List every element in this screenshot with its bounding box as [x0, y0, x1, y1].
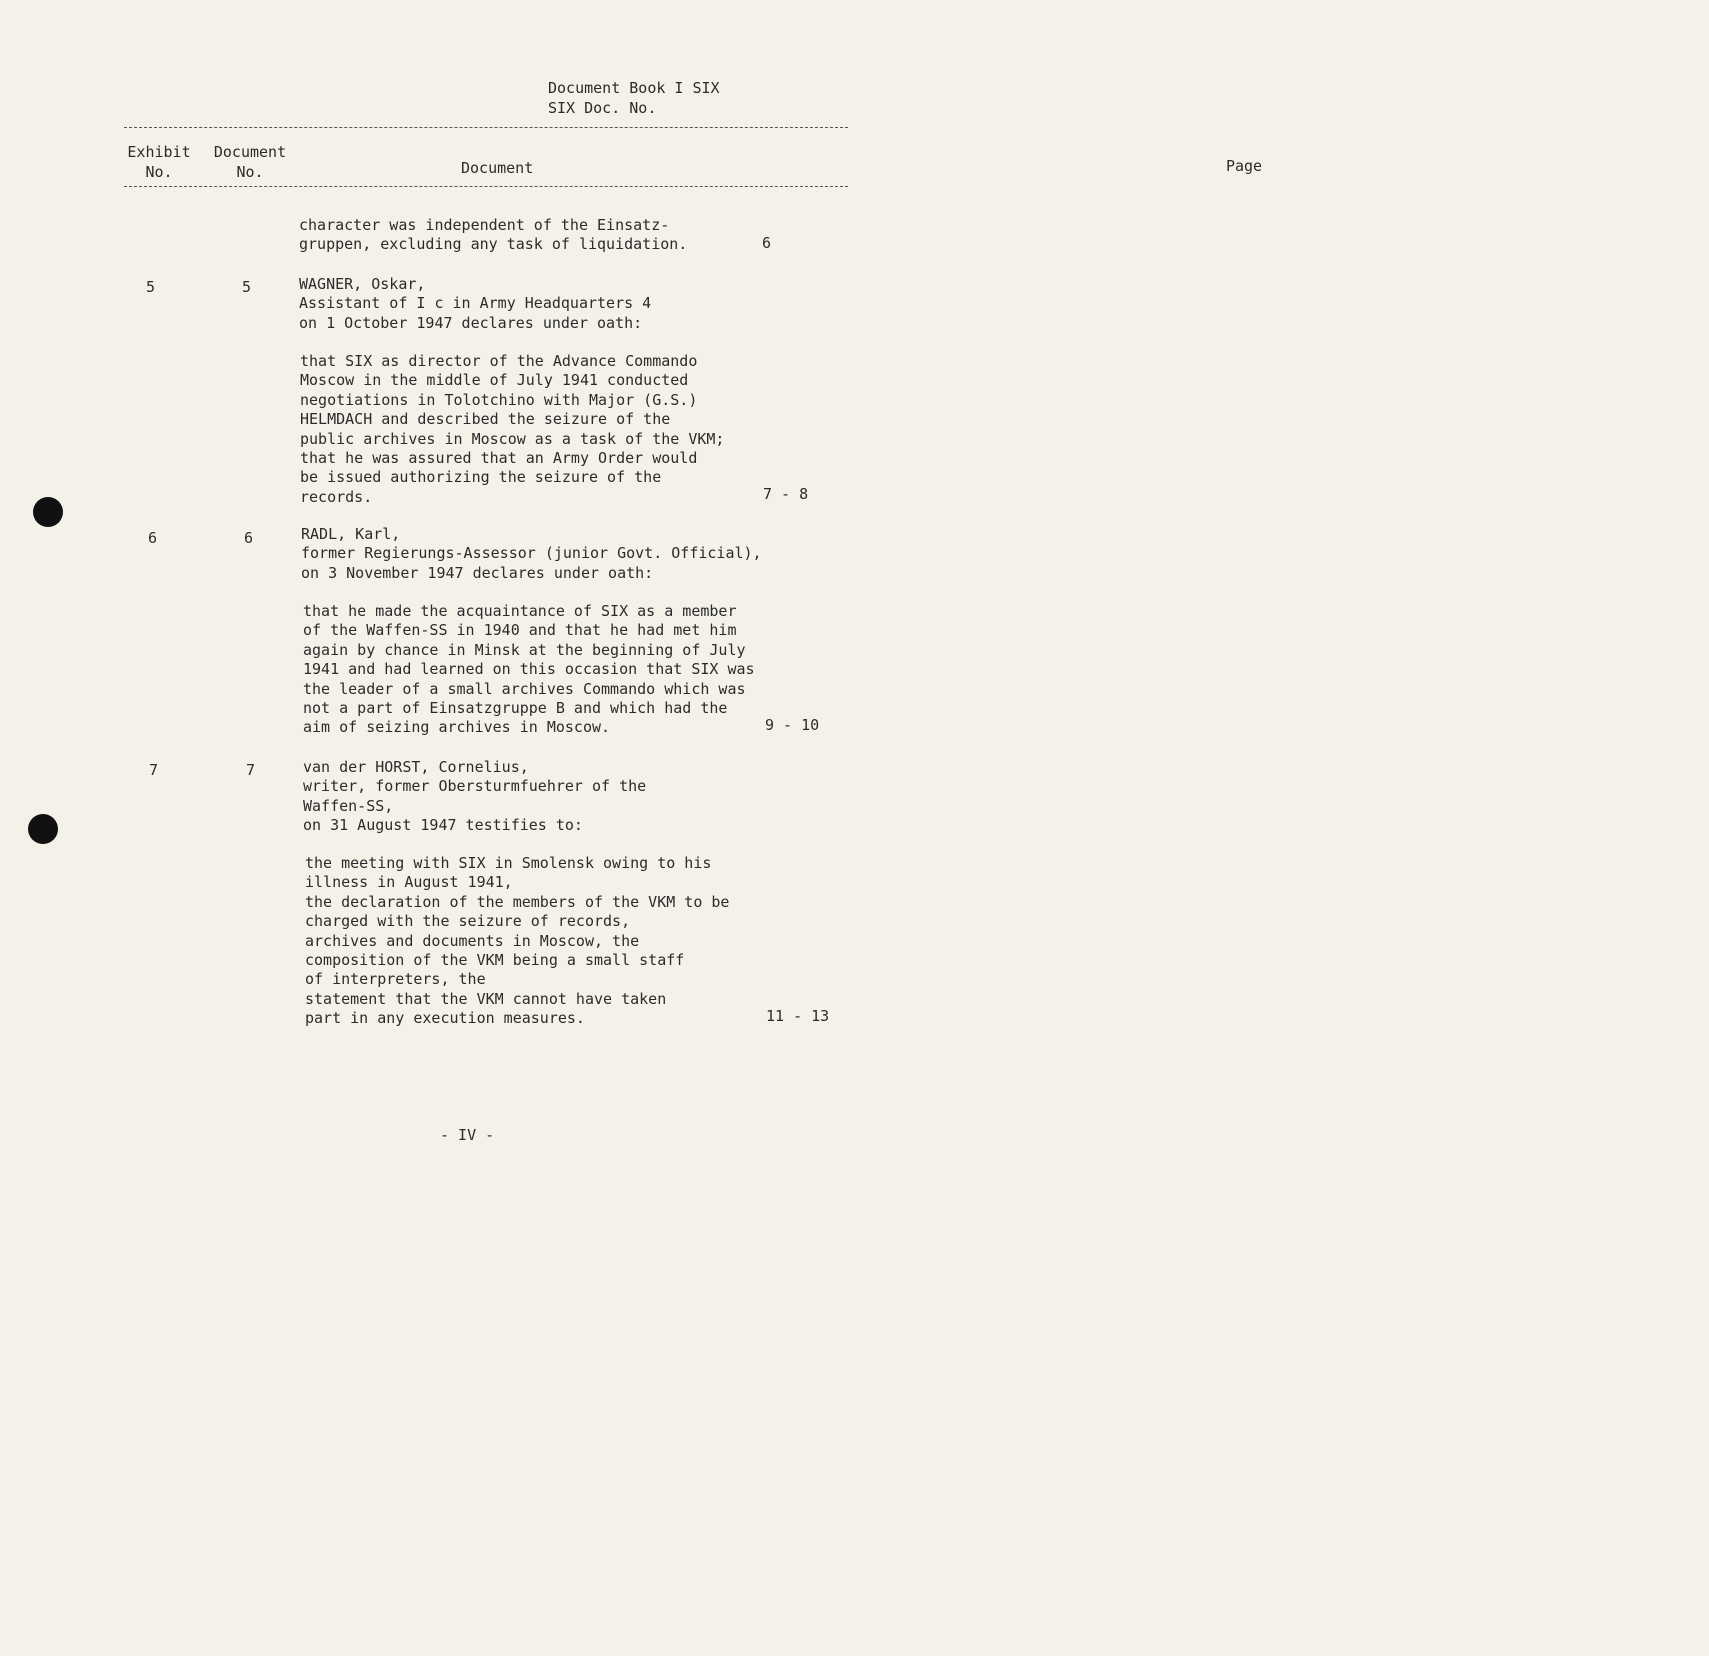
- exhibit-number: 7: [149, 761, 159, 779]
- column-header-page: Page: [1225, 157, 1263, 175]
- column-header-document-no-line2: No.: [236, 163, 264, 181]
- entry-heading: van der HORST, Cornelius, writer, former Obersturmfuehrer of the Waffen-SS, on 31 August 1947 testifies to:: [303, 758, 647, 835]
- page-footer: - IV -: [440, 1126, 495, 1144]
- document-header: [548, 78, 720, 118]
- punch-hole: [28, 814, 58, 844]
- document-number: 6: [244, 529, 254, 547]
- header-line-2: SIX Doc. No.: [548, 99, 657, 117]
- column-header-exhibit-line1: Exhibit: [127, 143, 191, 161]
- entry-page: 9 - 10: [765, 716, 820, 734]
- entry-heading: WAGNER, Oskar, Assistant of I c in Army Headquarters 4 on 1 October 1947 declares under oath:: [299, 275, 652, 332]
- exhibit-number: 5: [146, 278, 156, 296]
- punch-hole: [33, 497, 63, 527]
- column-header-document: Document: [461, 159, 534, 177]
- column-header-document-no-line1: Document: [213, 143, 287, 161]
- document-number: 7: [246, 761, 256, 779]
- header-rule-top: [124, 127, 848, 128]
- header-rule-bottom: [124, 186, 848, 187]
- continuation-page: 6: [762, 234, 772, 252]
- entry-body: that SIX as director of the Advance Commando Moscow in the middle of July 1941 conducted negotiations in Tolotchino with Major (G.S.) HELMDACH and described the seizure of the public archives in Moscow as a task of the VKM; that he was assured that an Army Order would be issued authorizing the seizure of the records.: [300, 352, 725, 506]
- column-header-document-no: [208, 142, 292, 182]
- column-header-exhibit: [124, 142, 194, 182]
- entry-heading: RADL, Karl, former Regierungs-Assessor (junior Govt. Official), on 3 November 1947 declares under oath:: [301, 525, 762, 582]
- column-header-exhibit-line2: No.: [145, 163, 173, 181]
- continuation-text: character was independent of the Einsatz- gruppen, excluding any task of liquidation.: [299, 216, 688, 254]
- header-line-1: Document Book I SIX: [548, 79, 720, 97]
- entry-page: 7 - 8: [763, 485, 809, 503]
- document-number: 5: [242, 278, 252, 296]
- entry-body: that he made the acquaintance of SIX as a member of the Waffen-SS in 1940 and that he had met him again by chance in Minsk at the beginning of July 1941 and had learned on this occasion that SIX was the leader of a small archives Commando which was not a part of Einsatzgruppe B and which had the aim of seizing archives in Moscow.: [303, 602, 755, 737]
- entry-body: the meeting with SIX in Smolensk owing to his illness in August 1941, the declaration of the members of the VKM to be charged with the seizure of records, archives and documents in Moscow, the composition of the VKM being a small staff of interpreters, the statement that the VKM cannot have taken part in any execution measures.: [305, 854, 730, 1028]
- exhibit-number: 6: [148, 529, 158, 547]
- entry-page: 11 - 13: [766, 1007, 830, 1025]
